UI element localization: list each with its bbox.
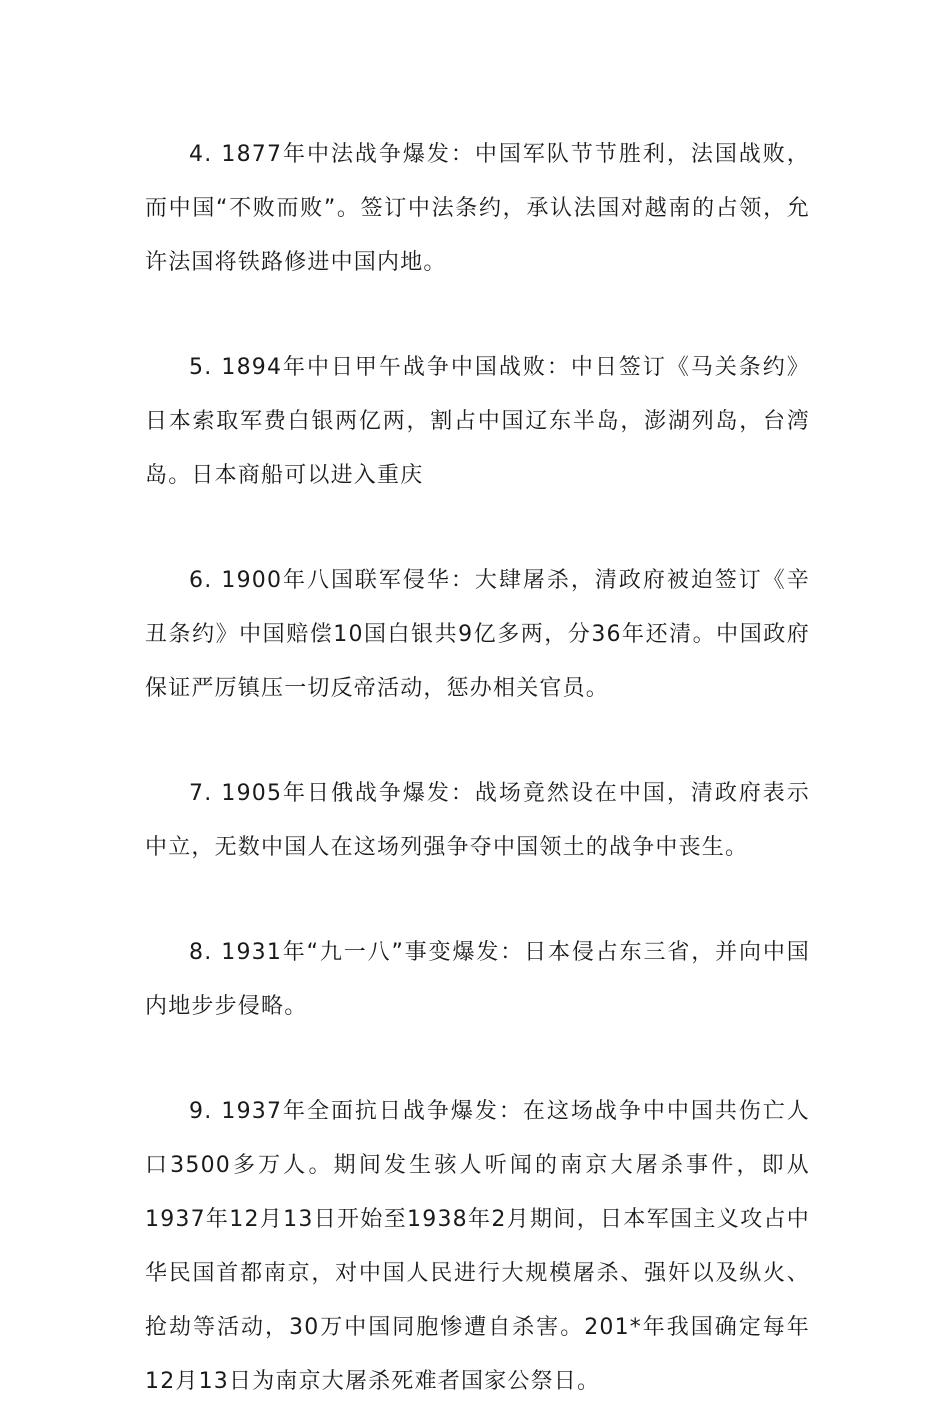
document-body [145,128,810,1409]
paragraph-item-5: 5. 1894年中日甲午战争中国战败：中日签订《马关条约》日本索取军费白银两亿两，割占中国辽东半岛，澎湖列岛，台湾岛。日本商船可以进入重庆 [145,355,810,488]
paragraph-item-7: 7. 1905年日俄战争爆发：战场竟然设在中国，清政府表示中立，无数中国人在这场列强争夺中国领土的战争中丧生。 [145,781,810,860]
paragraph-item-9: 9. 1937年全面抗日战争爆发：在这场战争中中国共伤亡人口3500多万人。期间发生骇人听闻的南京大屠杀事件，即从1937年12月13日开始至1938年2月期间，日本军国主义攻占中华民国首都南京，对中国人民进行大规模屠杀、强奸以及纵火、抢劫等活动，30万中国同胞惨遭自杀害。201*年我国确定每年12月13日为南京大屠杀死难者国家公祭日。 [145,1099,810,1394]
paragraph-item-4: 4. 1877年中法战争爆发：中国军队节节胜利，法国战败，而中国“不败而败”。签订中法条约，承认法国对越南的占领，允许法国将铁路修进中国内地。 [145,142,810,275]
paragraph-item-6: 6. 1900年八国联军侵华：大肆屠杀，清政府被迫签订《辛丑条约》中国赔偿10国白银共9亿多两，分36年还清。中国政府保证严厉镇压一切反帝活动，惩办相关官员。 [145,568,810,701]
paragraph-item-8: 8. 1931年“九一八”事变爆发：日本侵占东三省，并向中国内地步步侵略。 [145,940,810,1019]
